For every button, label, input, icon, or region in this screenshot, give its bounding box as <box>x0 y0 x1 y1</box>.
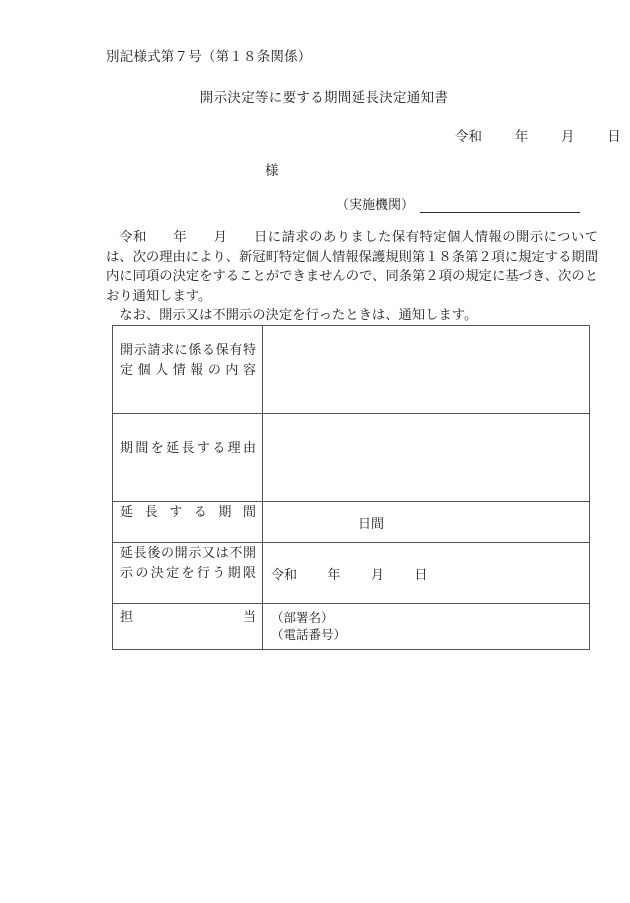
table-row <box>113 543 590 604</box>
issue-date-month-unit: 月 <box>561 129 575 144</box>
deadline-era: 令和 <box>271 566 298 582</box>
agency-label: （実施機関） <box>336 197 415 212</box>
agency-row <box>336 194 580 213</box>
body-paragraph-1 <box>106 227 598 305</box>
row-label-text: 期間を延長する理由 <box>120 439 256 455</box>
row-label-text: 延長後の開示又は不開示の決定を行う期限 <box>120 545 256 580</box>
table-row <box>113 502 590 543</box>
agency-input-blank[interactable] <box>420 197 580 213</box>
body-year-unit: 年 <box>172 229 188 244</box>
row-value-decision-deadline[interactable] <box>263 543 590 604</box>
form-code: 別記様式第７号（第１８条関係） <box>106 49 312 64</box>
row-label-extension-reason <box>113 414 263 502</box>
deadline-month-unit: 月 <box>371 566 385 582</box>
row-value-extension-reason[interactable] <box>263 414 590 502</box>
notification-table <box>112 325 590 650</box>
row-label-text: 担当 <box>120 608 256 624</box>
table-row <box>113 326 590 414</box>
body-text <box>106 227 598 325</box>
recipient-honorific: 様 <box>265 163 279 178</box>
issue-date-line <box>455 125 621 145</box>
table-row <box>113 414 590 502</box>
row-label-text: 開示請求に係る保有特定個人情報の内容 <box>120 341 256 377</box>
table-row <box>113 604 590 650</box>
row-value-extension-period[interactable] <box>263 502 590 543</box>
row-label-disclosure-content <box>113 326 263 414</box>
row-label-text: 延長する期間 <box>120 504 256 519</box>
body-paragraph-2: なお、開示又は不開示の決定を行ったときは、通知します。 <box>119 307 478 323</box>
row-value-disclosure-content[interactable] <box>263 326 590 414</box>
row-value-text: 日間 <box>357 515 384 531</box>
body-month-unit: 月 <box>213 229 228 244</box>
deadline-day-unit: 日 <box>414 566 428 582</box>
body-era: 令和 <box>119 229 147 244</box>
body-paragraph-1-text: に請求のありました保有特定個人情報の開示については、次の理由により、新冠町特定個人情報保護規則第１８条第２項に規定する期間内に同項の決定をすることができませんので、同条第２項の規定に基づき、次のとおり通知します。 <box>106 229 599 303</box>
page-title: 開示決定等に要する期間延長決定通知書 <box>199 90 449 105</box>
row-label-contact <box>113 604 263 650</box>
issue-date-era: 令和 <box>455 129 482 144</box>
contact-phone: （電話番号） <box>271 627 347 642</box>
body-day-unit: 日 <box>253 229 268 244</box>
issue-date-year-unit: 年 <box>514 129 529 144</box>
row-label-decision-deadline <box>113 543 263 604</box>
deadline-year-unit: 年 <box>327 566 341 582</box>
row-value-contact[interactable] <box>263 604 590 650</box>
contact-department: （部署名） <box>271 610 334 625</box>
row-label-extension-period <box>113 502 263 543</box>
issue-date-day-unit: 日 <box>607 129 621 144</box>
